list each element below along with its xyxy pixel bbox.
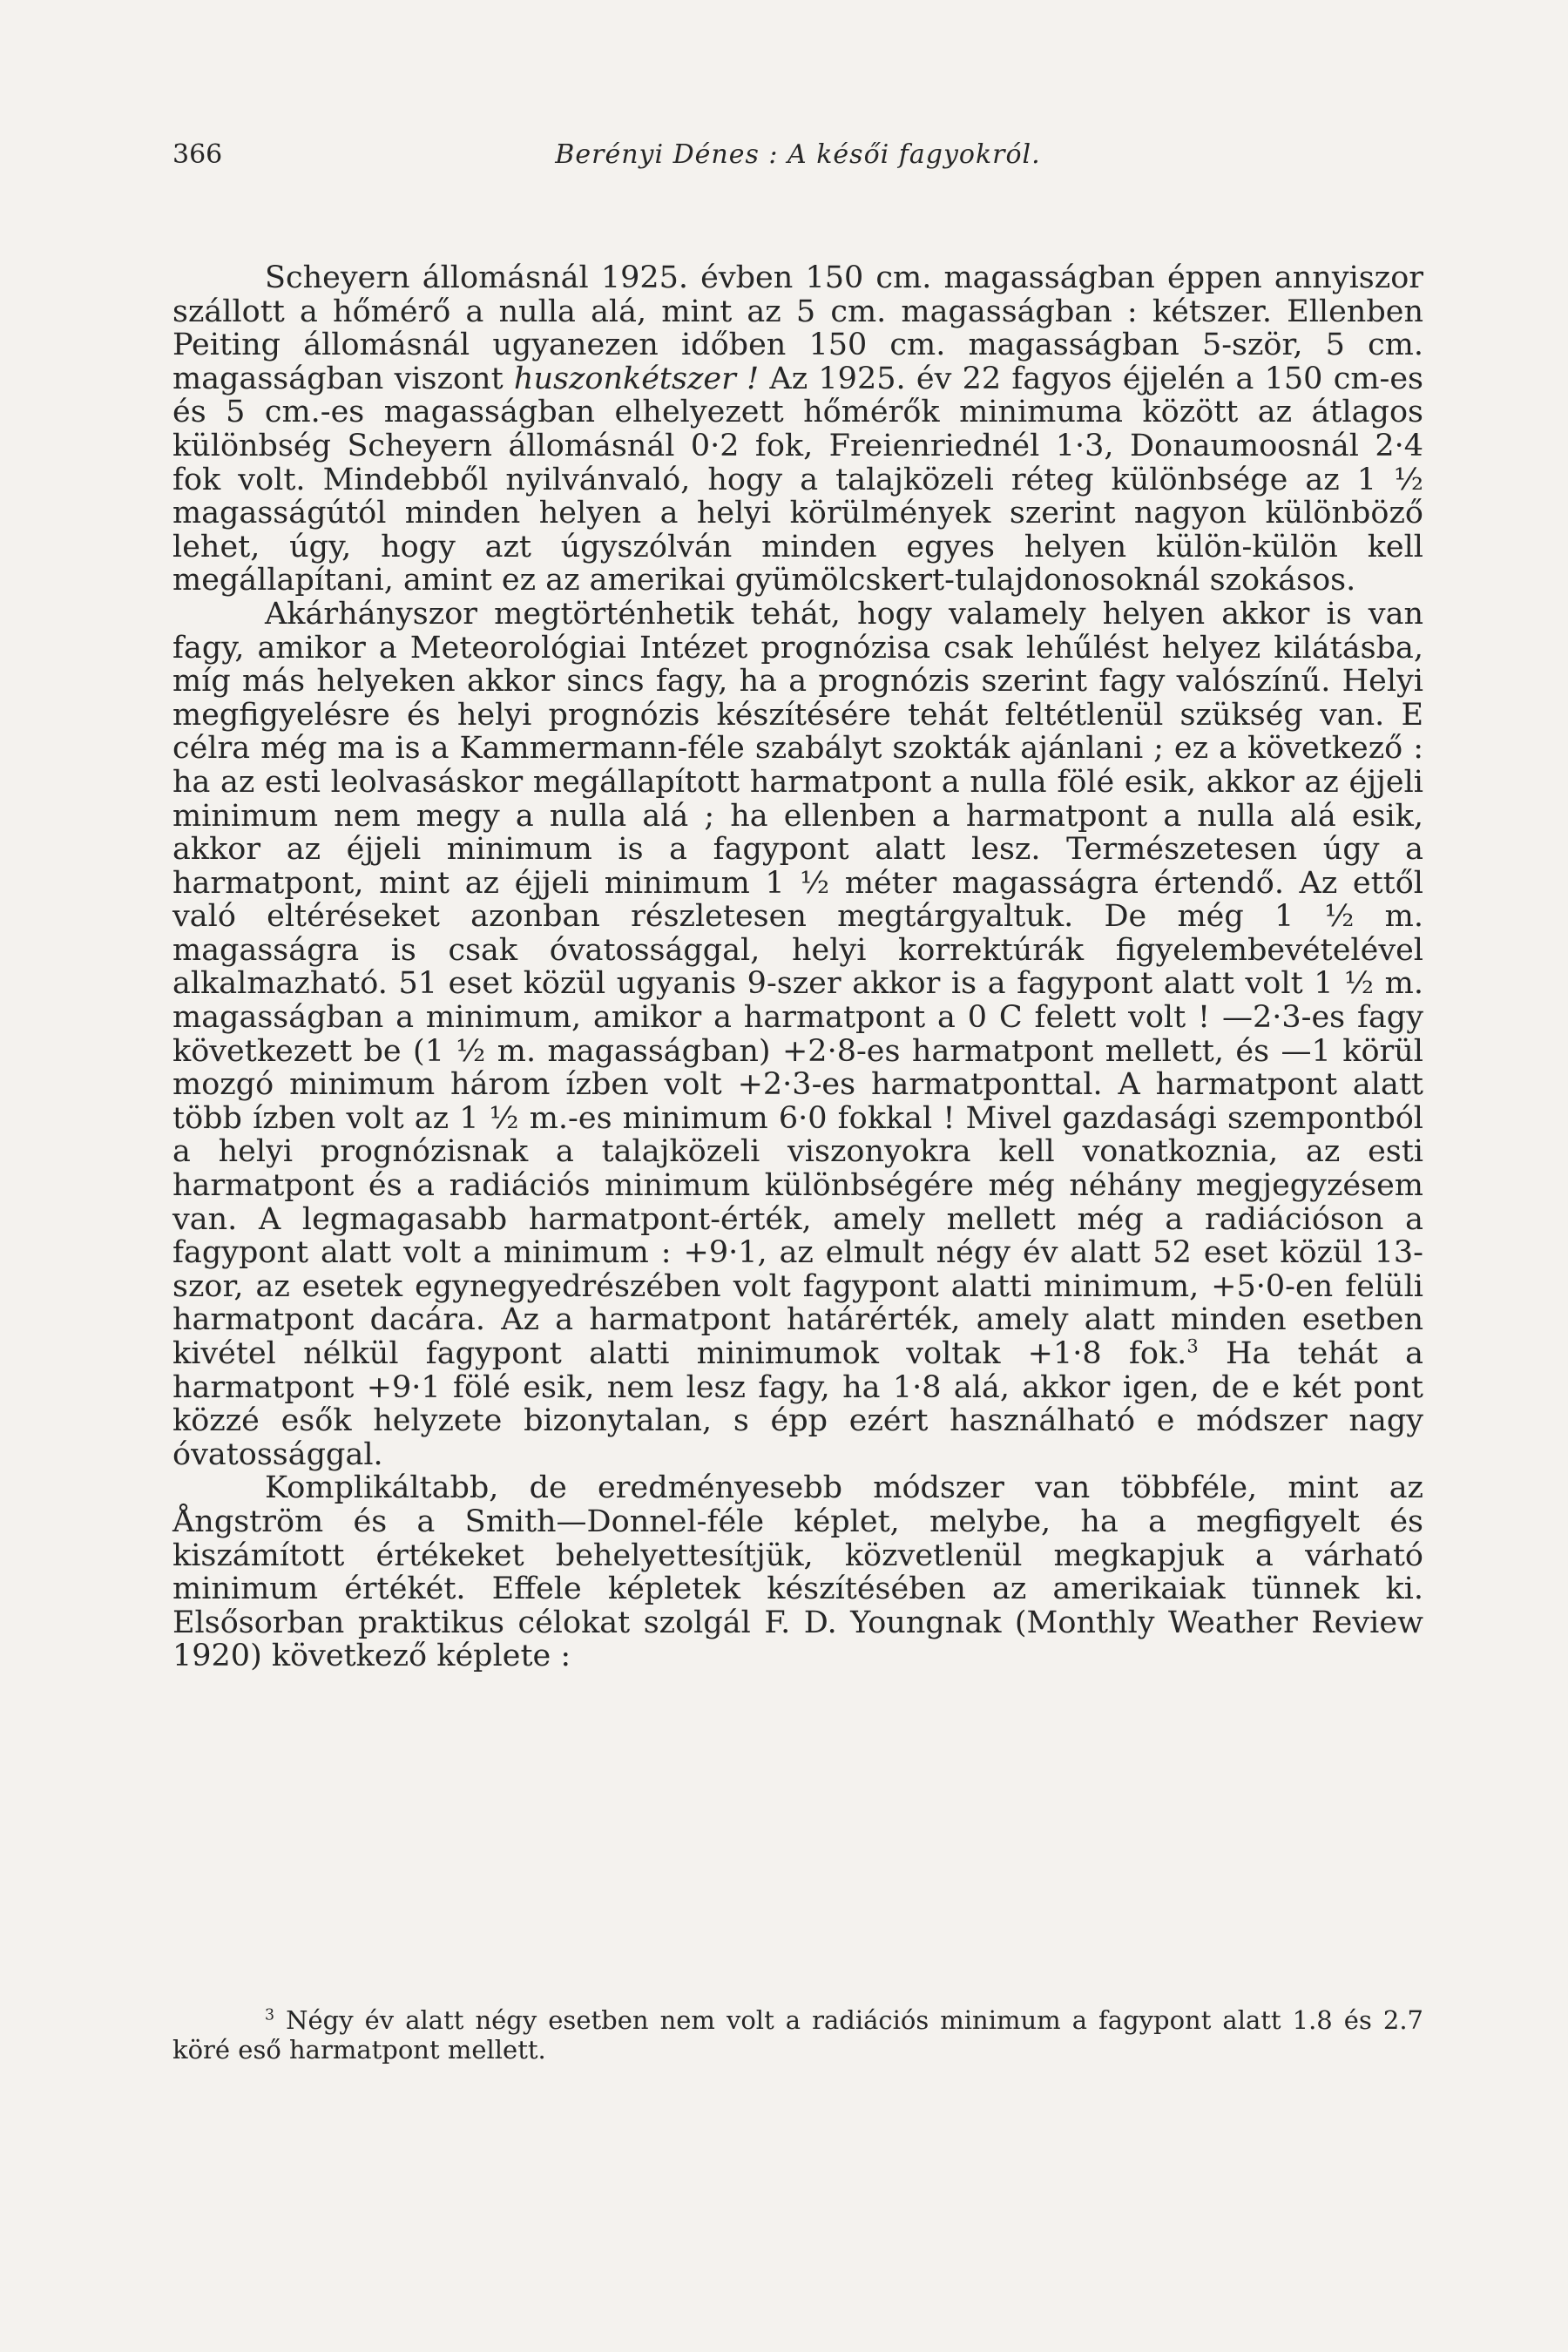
paragraph-1-emphasis: huszonkétszer ! <box>513 361 760 396</box>
footnote-text: Négy év alatt négy esetben nem volt a radiációs minimum a fagypont alatt 1.8 és 2.7 köré eső harmatpont mellett. <box>172 2005 1423 2065</box>
paragraph-1-part-3: Az 1925. év 22 fagyos éjjelén a 150 cm-es és 5 cm.-es magasságban elhelyezett hőmérők minimuma között az átlagos különbség Scheyern állomásnál 0·2 fok, Freienriednél 1·3, Donaumoosnál 2·4 fok volt. Mindebből nyilvánvaló, hogy a talajközeli réteg különbsége az 1 ½ magasságútól minden helyen a helyi körülmények szerint nagyon különböző lehet, úgy, hogy azt úgyszólván minden egyes helyen külön-külön kell megállapítani, amint ez az amerikai gyümölcskert-tulajdonosoknál szokásos. <box>172 361 1424 598</box>
footnote-reference: 3 <box>1186 1335 1199 1357</box>
page-number: 366 <box>172 139 223 170</box>
paragraph-3 <box>172 1471 1423 1673</box>
footnote-3 <box>172 2005 1423 2065</box>
paragraph-1 <box>172 261 1423 598</box>
page-header <box>172 139 1423 178</box>
footnote-mark: 3 <box>265 2006 275 2024</box>
paragraph-2-text-after: Ha tehát a harmatpont +9·1 fölé esik, nem lesz fagy, ha 1·8 alá, akkor igen, de e két pont közzé esők helyzete bizonytalan, s épp ezért használható e módszer nagy óvatossággal. <box>172 1336 1423 1472</box>
paragraph-1-part-1: Scheyern állomásnál 1925. évben 150 cm. magasságban éppen annyiszor szállott a hőmérő a nulla alá, mint az 5 cm. magasságban : kétszer. Ellenben Peiting állomásnál ugyanezen időben 150 cm. magasságban 5-ször, 5 cm. magasságban viszont <box>172 260 1423 396</box>
footnotes <box>172 2005 1423 2065</box>
body-text <box>172 261 1423 1673</box>
paragraph-2 <box>172 598 1423 1471</box>
paragraph-3-text: Komplikáltabb, de eredményesebb módszer van többféle, mint az Ångström és a Smith—Donnel-féle képlet, melybe, ha a megfigyelt és kiszámított értékeket behelyettesítjük, közvetlenül megkapjuk a várható minimum értékét. Effele képletek készítésében az amerikaiak tünnek ki. Elsősorban praktikus célokat szolgál F. D. Youngnak (Monthly Weather Review 1920) következő képlete : <box>172 1470 1423 1674</box>
paragraph-2-text: Akárhányszor megtörténhetik tehát, hogy valamely helyen akkor is van fagy, amikor a Meteorológiai Intézet prognózisa csak lehűlést helyez kilátásba, míg más helyeken akkor sincs fagy, ha a prognózis szerint fagy valószínű. Helyi megfigyelésre és helyi prognózis készítésére tehát feltétlenül szükség van. E célra még ma is a Kammermann-féle szabályt szokták ajánlani ; ez a következő : ha az esti leolvasáskor megállapított harmatpont a nulla fölé esik, akkor az éjjeli minimum nem megy a nulla alá ; ha ellenben a harmatpont a nulla alá esik, akkor az éjjeli minimum is a fagypont alatt lesz. Természetesen úgy a harmatpont, mint az éjjeli minimum 1 ½ méter magasságra értendő. Az ettől való eltéréseket azonban részletesen megtárgyaltuk. De még 1 ½ m. magasságra is csak óvatossággal, helyi korrektúrák figyelembevételével alkalmazható. 51 eset közül ugyanis 9-szer akkor is a fagypont alatt volt 1 ½ m. magasságban a minimum, amikor a harmatpont a 0 C felett volt ! —2·3-es fagy következett be (1 ½ m. magasságban) +2·8-es harmatpont mellett, és —1 körül mozgó minimum három ízben volt +2·3-es harmatponttal. A harmatpont alatt több ízben volt az 1 ½ m.-es minimum 6·0 fokkal ! Mivel gazdasági szempontból a helyi prognózisnak a talajközeli viszonyokra kell vonatkoznia, az esti harmatpont és a radiációs minimum különbségére még néhány megjegyzésem van. A legmagasabb harmatpont-érték, amely mellett még a radiációson a fagypont alatt volt a minimum : +9·1, az elmult négy év alatt 52 eset közül 13-szor, az esetek egynegyedrészében volt fagypont alatti minimum, +5·0-en felüli harmatpont dacára. Az a harmatpont határérték, amely alatt minden esetben kivétel nélkül fagypont alatti minimumok voltak +1·8 fok. <box>172 596 1423 1371</box>
running-title: Berényi Dénes : A késői fagyokról. <box>555 139 1041 170</box>
